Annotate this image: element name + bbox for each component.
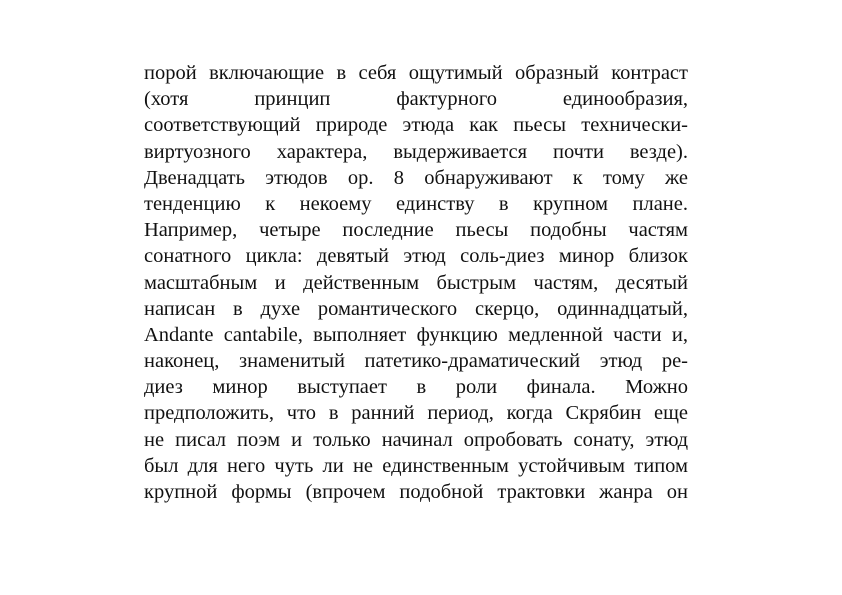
text-line: соответствующий природе этюда как пьесы технически- xyxy=(144,114,688,137)
text-line: сонатного цикла: девятый этюд соль-диез минор близок xyxy=(144,245,688,268)
text-line: тенденцию к некоему единству в крупном плане. xyxy=(144,192,688,215)
text-line: виртуозного характера, выдерживается почти везде). xyxy=(144,140,688,163)
text-line: крупной формы (впрочем подобной трактовки жанра он xyxy=(144,481,688,503)
text-line: масштабным и действенным быстрым частям, десятый xyxy=(144,271,688,294)
text-line: написан в духе романтического скерцо, одиннадцатый, xyxy=(144,297,688,320)
text-line: предположить, что в ранний период, когда Скрябин еще xyxy=(144,402,688,425)
text-line: не писал поэм и только начинал опробовать сонату, этюд xyxy=(144,428,688,451)
text-line: (хотя принцип фактурного единообразия, xyxy=(144,88,688,111)
text-line: диез минор выступает в роли финала. Можно xyxy=(144,376,688,399)
text-line: Двенадцать этюдов ор. 8 обнаруживают к тому же xyxy=(144,166,688,189)
text-line: Например, четыре последние пьесы подобны частям xyxy=(144,219,688,242)
body-text xyxy=(144,60,688,505)
text-line: наконец, знаменитый патетико-драматический этюд ре- xyxy=(144,350,688,373)
text-line: был для него чуть ли не единственным устойчивым типом xyxy=(144,454,688,477)
text-line: порой включающие в себя ощутимый образный контраст xyxy=(144,62,688,84)
text-line: Andante cantabile, выполняет функцию медленной части и, xyxy=(144,323,688,346)
